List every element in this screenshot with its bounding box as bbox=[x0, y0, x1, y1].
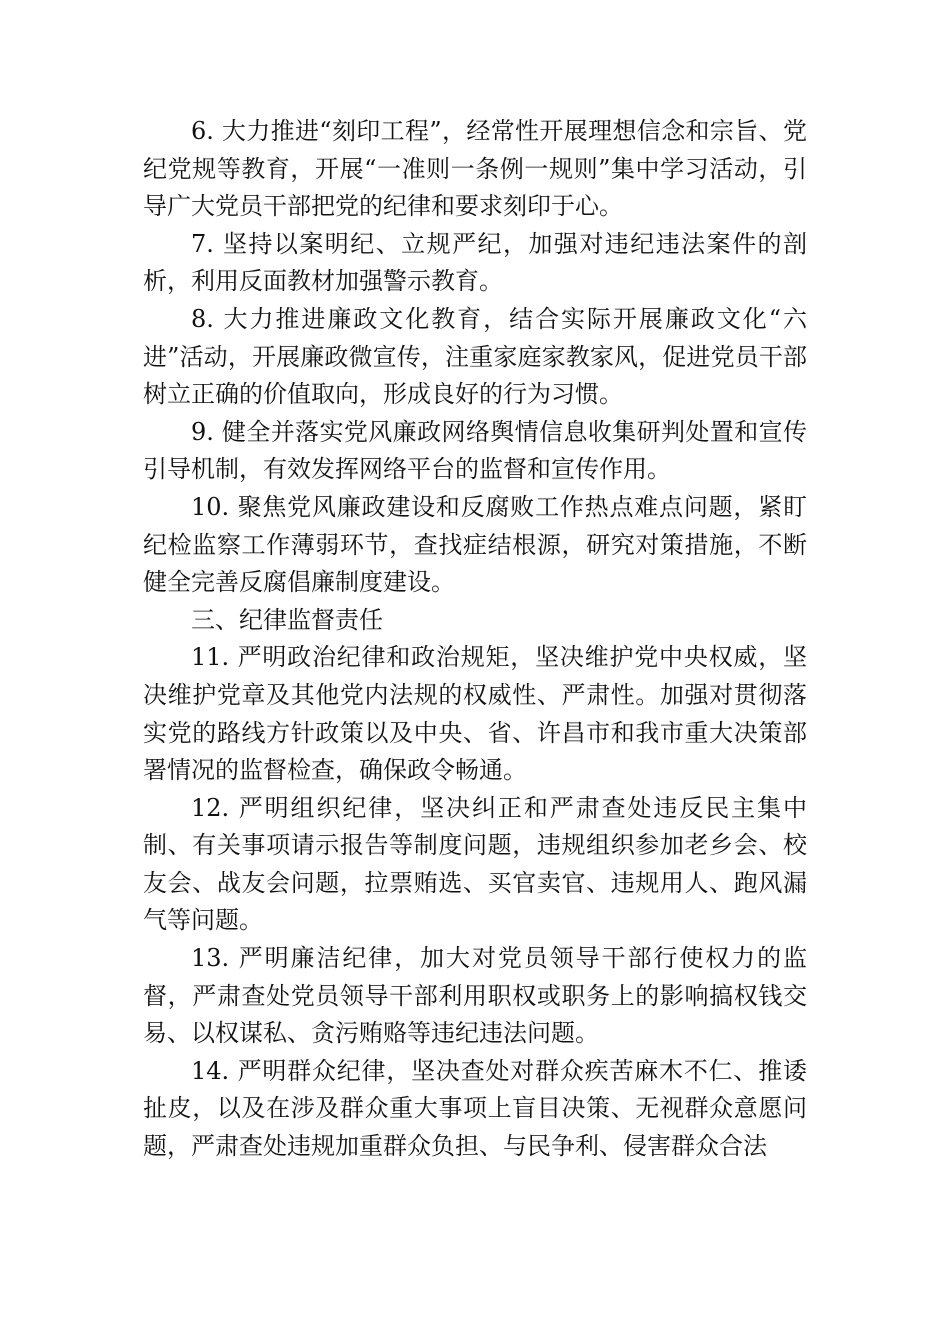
paragraph-12: 12. 严明组织纪律，坚决纠正和严肃查处违反民主集中制、有关事项请示报告等制度问题，违规组织参加老乡会、校友会、战友会问题，拉票贿选、买官卖官、违规用人、跑风漏气等问题。 bbox=[143, 793, 807, 935]
paragraph-7: 7. 坚持以案明纪、立规严纪，加强对违纪违法案件的剖析，利用反面教材加强警示教育。 bbox=[143, 229, 807, 296]
document-page bbox=[143, 113, 807, 1166]
section-heading-3: 三、纪律监督责任 bbox=[191, 605, 383, 634]
paragraph-9: 9. 健全并落实党风廉政网络舆情信息收集研判处置和宣传引导机制，有效发挥网络平台的监督和宣传作用。 bbox=[143, 417, 807, 484]
paragraph-14: 14. 严明群众纪律，坚决查处对群众疾苦麻木不仁、推诿扯皮，以及在涉及群众重大事项上盲目决策、无视群众意愿问题，严肃查处违规加重群众负担、与民争利、侵害群众合法 bbox=[143, 1056, 807, 1161]
paragraph-10: 10. 聚焦党风廉政建设和反腐败工作热点难点问题，紧盯纪检监察工作薄弱环节，查找症结根源，研究对策措施，不断健全完善反腐倡廉制度建设。 bbox=[143, 492, 807, 597]
paragraph-11: 11. 严明政治纪律和政治规矩，坚决维护党中央权威，坚决维护党章及其他党内法规的权威性、严肃性。加强对贯彻落实党的路线方针政策以及中央、省、许昌市和我市重大决策部署情况的监督检查，确保政令畅通。 bbox=[143, 643, 807, 785]
paragraph-8: 8. 大力推进廉政文化教育，结合实际开展廉政文化“六进”活动，开展廉政微宣传，注重家庭家教家风，促进党员干部树立正确的价值取向，形成良好的行为习惯。 bbox=[143, 304, 807, 409]
paragraph-13: 13. 严明廉洁纪律，加大对党员领导干部行使权力的监督，严肃查处党员领导干部利用职权或职务上的影响搞权钱交易、以权谋私、贪污贿赂等违纪违法问题。 bbox=[143, 944, 807, 1048]
paragraph-6: 6. 大力推进“刻印工程”，经常性开展理想信念和宗旨、党纪党规等教育，开展“一准则一条例一规则”集中学习活动，引导广大党员干部把党的纪律和要求刻印于心。 bbox=[143, 117, 807, 221]
